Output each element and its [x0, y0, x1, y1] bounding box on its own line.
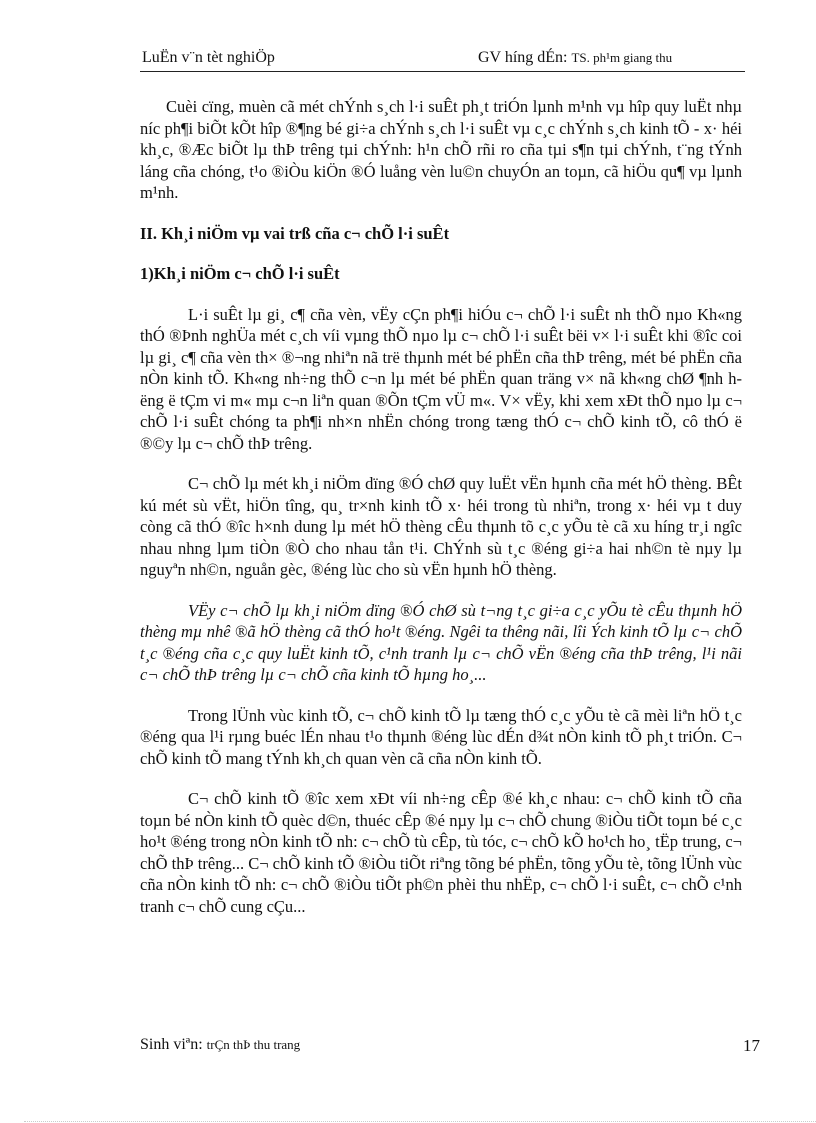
paragraph-economic-mechanism: Trong lÜnh vùc kinh tÕ, c¬ chÕ kinh tÕ lµ tæng thÓ c¸c yÕu tè cã mèi liªn hÖ t¸c ®éng qua l¹i rµng buéc lÉn nhau t¹o thµnh ®éng lùc dÉn d¾t nÒn kinh tÕ ph¸t triÓn. C¬ chÕ kinh tÕ mang tÝnh kh¸ch quan vèn cã cña nÒn kinh tÕ. [140, 705, 742, 768]
page-footer [140, 1036, 760, 1058]
header-supervisor [478, 49, 672, 67]
footer-student [140, 1036, 300, 1053]
header-thesis-title: LuËn v¨n tèt nghiÖp [142, 49, 275, 66]
section-heading: II. Kh¸i niÖm vµ vai trß cña c¬ chÕ l·i suÊt [140, 223, 450, 243]
footer-student-name: trÇn thÞ thu trang [206, 1037, 301, 1052]
header-supervisor-label: GV híng dÉn: [478, 49, 572, 66]
page-bottom-divider [24, 1121, 816, 1122]
paragraph-mechanism-concept: C¬ chÕ lµ mét kh¸i niÖm dïng ®Ó chØ quy luËt vËn hµnh cña mét hÖ thèng. BÊt kú mét sù vËt, hiÖn tîng, qu¸ tr×nh kinh tÕ x· héi trong tù nhiªn, trong x· héi vµ t duy còng cã thÓ ®îc h×nh dung lµ mét hÖ thèng cÊu thµnh tõ c¸c yÕu tè cã xu híng tr¸i ngîc nhau nhng lµm tiÒn ®Ò cho nhau tån t¹i. ChÝnh sù t¸c ®éng gi÷a hai nh©n tè nµy lµ nguyªn nh©n, nguån gèc, ®éng lùc cho sù vËn hµnh hÖ thèng. [140, 474, 742, 579]
page-number: 17 [743, 1036, 760, 1055]
page-header [140, 49, 745, 72]
footer-student-label: Sinh viªn: [140, 1036, 207, 1053]
paragraph-interest-rate-definition: L·i suÊt lµ gi¸ c¶ cña vèn, vËy cÇn ph¶i hiÓu c¬ chÕ l·i suÊt nh thÕ nµo Kh«ng thÓ ®Þnh nghÜa mét c¸ch víi vµng thÕ nµo lµ c¬ chÕ l·i suÊt bëi v× l·i suÊt khi ®îc coi lµ gi¸ c¶ cña vèn th× ®¬ng nhiªn nã trë thµnh mét bé phËn cña thÞ trêng, mét bé phËn cña nÒn kinh tÕ. Kh«ng nh÷ng thÕ c¬n lµ mét bé phËn quan träng v× nã kh«ng chØ ¶nh hëng ë tÇm vi m« mµ c¬n liªn quan ®Õn tÇm vÜ m«. V× vËy, khi xem xÐt thÕ nµo lµ c¬ chÕ l·i suÊt chóng ta ph¶i nh×n nhËn chóng trong tæng thÓ c¬ chÕ kinh tÕ, cô thÓ ë ®©y lµ c¬ chÕ thÞ trêng. [140, 304, 742, 453]
paragraph-mechanism-italic: VËy c¬ chÕ lµ kh¸i niÖm dïng ®Ó chØ sù t¬ng t¸c gi÷a c¸c yÕu tè cÊu thµnh hÖ thèng mµ nhê ®ã hÖ thèng cã thÓ ho¹t ®éng. Ngêi ta thêng nãi, lîi Ých kinh tÕ lµ c¬ chÕ t¸c ®éng cña c¸c quy luËt kinh tÕ, c¹nh tranh lµ c¬ chÕ vËn ®éng cña thÞ trêng, l¹i nãi c¬ chÕ thÞ trêng lµ c¬ chÕ cña kinh tÕ hµng ho¸... [140, 600, 742, 684]
paragraph-conclusion: Cuèi cïng, muèn cã mét chÝnh s¸ch l·i suÊt ph¸t triÓn lµnh m¹nh vµ hîp quy luËt nhµ níc ph¶i biÕt kÕt hîp ®¶ng bé gi÷a chÝnh s¸ch l·i suÊt vµ c¸c chÝnh s¸ch kinh tÕ - x· héi kh¸c, ®Æc biÕt lµ thÞ trêng tµi chÝnh: h¹n chÕ rñi ro cña tµi s¶n tµi chÝnh, t¨ng tÝnh láng cña chóng, t¹o ®iÒu kiÖn ®Ó luång vèn lu©n chuyÓn an toµn, cã hiÖu qu¶ vµ lµnh m¹nh. [140, 97, 742, 202]
document-body [140, 96, 742, 936]
header-supervisor-name: TS. ph¹m giang thu [571, 50, 673, 65]
paragraph-mechanism-levels: C¬ chÕ kinh tÕ ®îc xem xÐt víi nh÷ng cÊp ®é kh¸c nhau: c¬ chÕ kinh tÕ cña toµn bé nÒn kinh tÕ quèc d©n, thuéc cÊp ®é nµy lµ c¬ chÕ chung ®iÒu tiÕt toµn bé c¸c ho¹t ®éng trong nÒn kinh tÕ nh: c¬ chÕ tù cÊp, tù tóc, c¬ chÕ kÕ ho¹ch ho¸ tËp trung, c¬ chÕ thÞ trêng... C¬ chÕ kinh tÕ ®iÒu tiÕt riªng tõng bé phËn, tõng yÕu tè, tõng lÜnh vùc cña nÒn kinh tÕ nh: c¬ chÕ ®iÒu tiÕt ph©n phèi thu nhËp, c¬ chÕ l·i suÊt, c¬ chÕ c¹nh tranh c¬ chÕ cung cÇu... [140, 789, 742, 916]
subsection-heading: 1)Kh¸i niÖm c¬ chÕ l·i suÊt [140, 264, 340, 283]
